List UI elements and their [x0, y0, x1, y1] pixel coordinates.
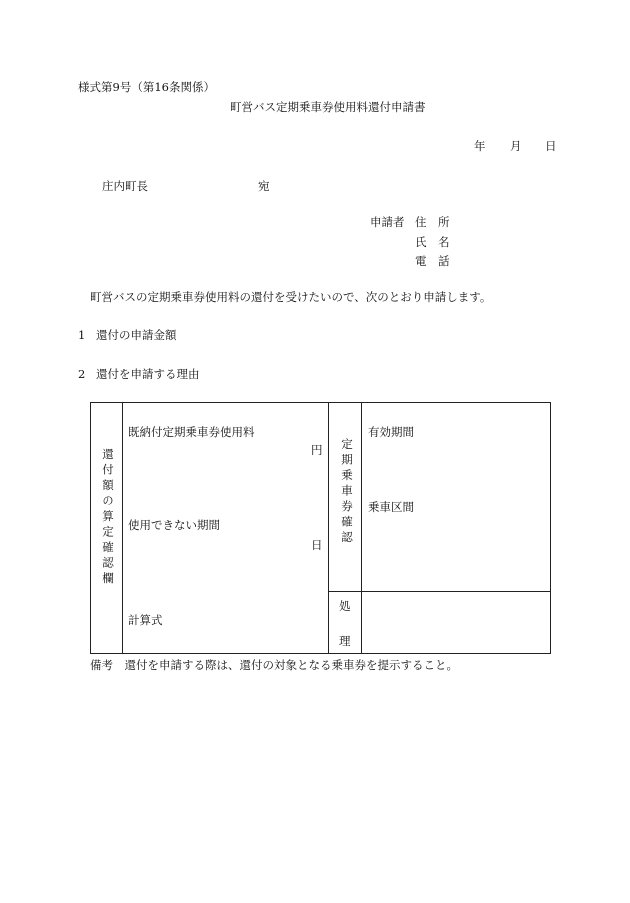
body-text: 町営バスの定期乗車券使用料の還付を受けたいので、次のとおり申請します。 — [90, 290, 492, 304]
pass-confirmation-header: 定期乗車券確認 — [340, 438, 354, 547]
addressee-suffix: 宛 — [258, 179, 270, 193]
refund-calculation-header: 還付額の算定確認欄 — [101, 448, 115, 588]
date-day: 日 — [545, 139, 557, 153]
applicant-phone-label: 電 話 — [415, 254, 450, 268]
item-2-number: 2 — [78, 367, 86, 381]
table-divider-left — [122, 402, 123, 654]
note: 備考 還付を申請する際は、還付の対象となる乗車券を提示すること。 — [90, 658, 458, 672]
item-2-label: 還付を申請する理由 — [96, 367, 200, 381]
unusable-period-label: 使用できない期間 — [128, 518, 220, 532]
yen-unit: 円 — [311, 443, 323, 457]
day-unit: 日 — [311, 538, 323, 552]
formula-label: 計算式 — [128, 613, 163, 627]
document-title: 町営バス定期乗車券使用料還付申請書 — [230, 100, 426, 114]
date-month: 月 — [510, 139, 522, 153]
form-number: 様式第9号（第16条関係） — [78, 80, 215, 94]
route-label: 乗車区間 — [368, 500, 414, 514]
addressee-name: 庄内町長 — [102, 179, 148, 193]
applicant-address-label: 住 所 — [415, 215, 450, 229]
applicant-name-label: 氏 名 — [415, 235, 450, 249]
date-year: 年 — [474, 139, 486, 153]
process-label-bottom: 理 — [339, 634, 351, 648]
process-label-top: 処 — [339, 599, 351, 613]
paid-fee-label: 既納付定期乗車券使用料 — [128, 425, 255, 439]
table-divider-right — [361, 402, 362, 654]
item-1-label: 還付の申請金額 — [96, 328, 177, 342]
table-divider-mid — [328, 402, 329, 654]
table-divider-horizontal — [328, 591, 551, 592]
item-1-number: 1 — [78, 328, 86, 342]
applicant-label: 申請者 — [370, 215, 405, 229]
valid-period-label: 有効期間 — [368, 425, 414, 439]
